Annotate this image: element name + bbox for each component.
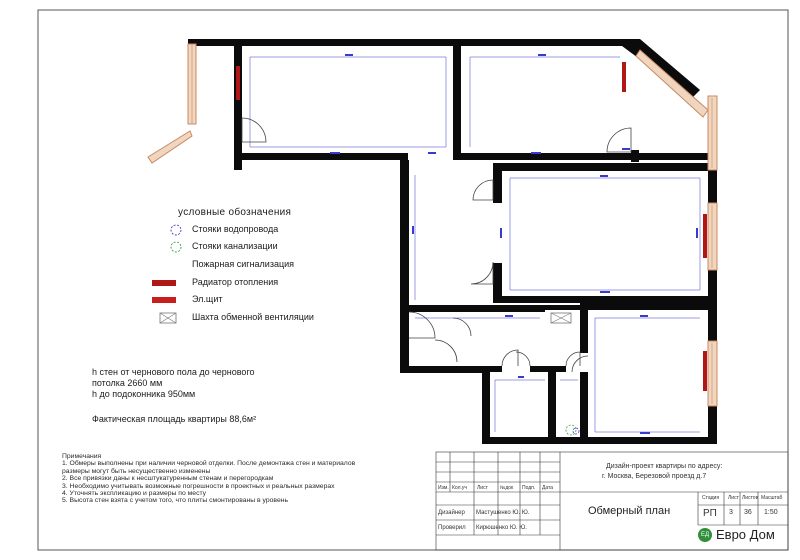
water-riser-symbol [150, 225, 166, 235]
stamp-col-stage: Стадия [702, 495, 720, 501]
stamp-sheet-title: Обмерный план [588, 505, 671, 517]
risers [566, 425, 579, 435]
notes-heading: Примечания [62, 453, 102, 460]
stamp-name-checker: Кирюшенко Ю. Ю. [476, 525, 527, 531]
ceiling-height-note: потолка 2660 мм [92, 378, 163, 388]
note-line: 2. Все привязки даны к несштукатуренным стенам и перегородкам [62, 475, 274, 483]
legend-label: Шахта обменной вентиляции [192, 312, 314, 322]
stamp-name-designer: Мастушенко Ю. Ю. [476, 510, 530, 516]
stamp-stage: РП [703, 508, 717, 519]
legend-label: Пожарная сигнализация [192, 259, 295, 269]
sill-height-note: h до подоконника 950мм [92, 389, 196, 399]
stamp-header-change: Изм. [438, 485, 449, 491]
stamp-col-sheet: Лист [728, 495, 739, 501]
stamp-col-scale: Масштаб [761, 495, 783, 501]
notes-block [62, 453, 432, 505]
stamp-header-doc: №док [500, 485, 514, 491]
stamp-role-checker: Проверил [438, 525, 466, 531]
legend-title: условные обозначения [178, 207, 292, 218]
note-line: 3. Необходимо учитывать возможные погрешности в проектных и реальных размерах [62, 482, 335, 490]
apartment-area: Фактическая площадь квартиры 88,6м² [92, 414, 257, 424]
dimension-lines [250, 57, 700, 432]
stamp-address-line2: г. Москва, Березовой проезд д.7 [602, 473, 707, 480]
brand-logo-icon: ЕД [698, 528, 712, 542]
note-line: размеры могут быть несущественно изменены [62, 467, 211, 475]
legend-label: Радиатор отопления [192, 277, 279, 287]
radiators [236, 62, 707, 391]
note-line: 4. Уточнять экспликацию и размеры по месту [62, 490, 207, 498]
brand-name: Евро Дом [716, 527, 775, 542]
stamp-address-line1: Дизайн-проект квартиры по адресу: [606, 463, 723, 470]
note-line: 5. Высота стен взята с учетом того, что плиты смонтированы в уровень [62, 497, 289, 505]
stamp-role-designer: Дизайнер [438, 510, 465, 516]
wall-height-note: h стен от чернового пола до чернового [92, 367, 255, 377]
stamp-header-sign: Подп. [522, 485, 536, 491]
stamp-sheet-count: 36 [744, 509, 752, 516]
stamp-col-sheets: Листов [742, 495, 759, 501]
legend-label: Стояки канализации [192, 241, 278, 251]
legend-label: Стояки водопровода [192, 224, 279, 234]
dimension-ticks [330, 54, 698, 434]
legend-label: Эл.щит [192, 294, 223, 304]
note-line: 1. Обмеры выполнены при наличии черновой отделки. После демонтажа стен и материалов [62, 460, 356, 468]
stamp-header-date: Дата [542, 485, 554, 491]
stamp-scale: 1:50 [764, 509, 778, 516]
stamp-sheet-number: 3 [729, 509, 733, 516]
stamp-header-count: Кол.уч [452, 485, 467, 491]
stamp-header-sheet: Лист [477, 485, 488, 491]
